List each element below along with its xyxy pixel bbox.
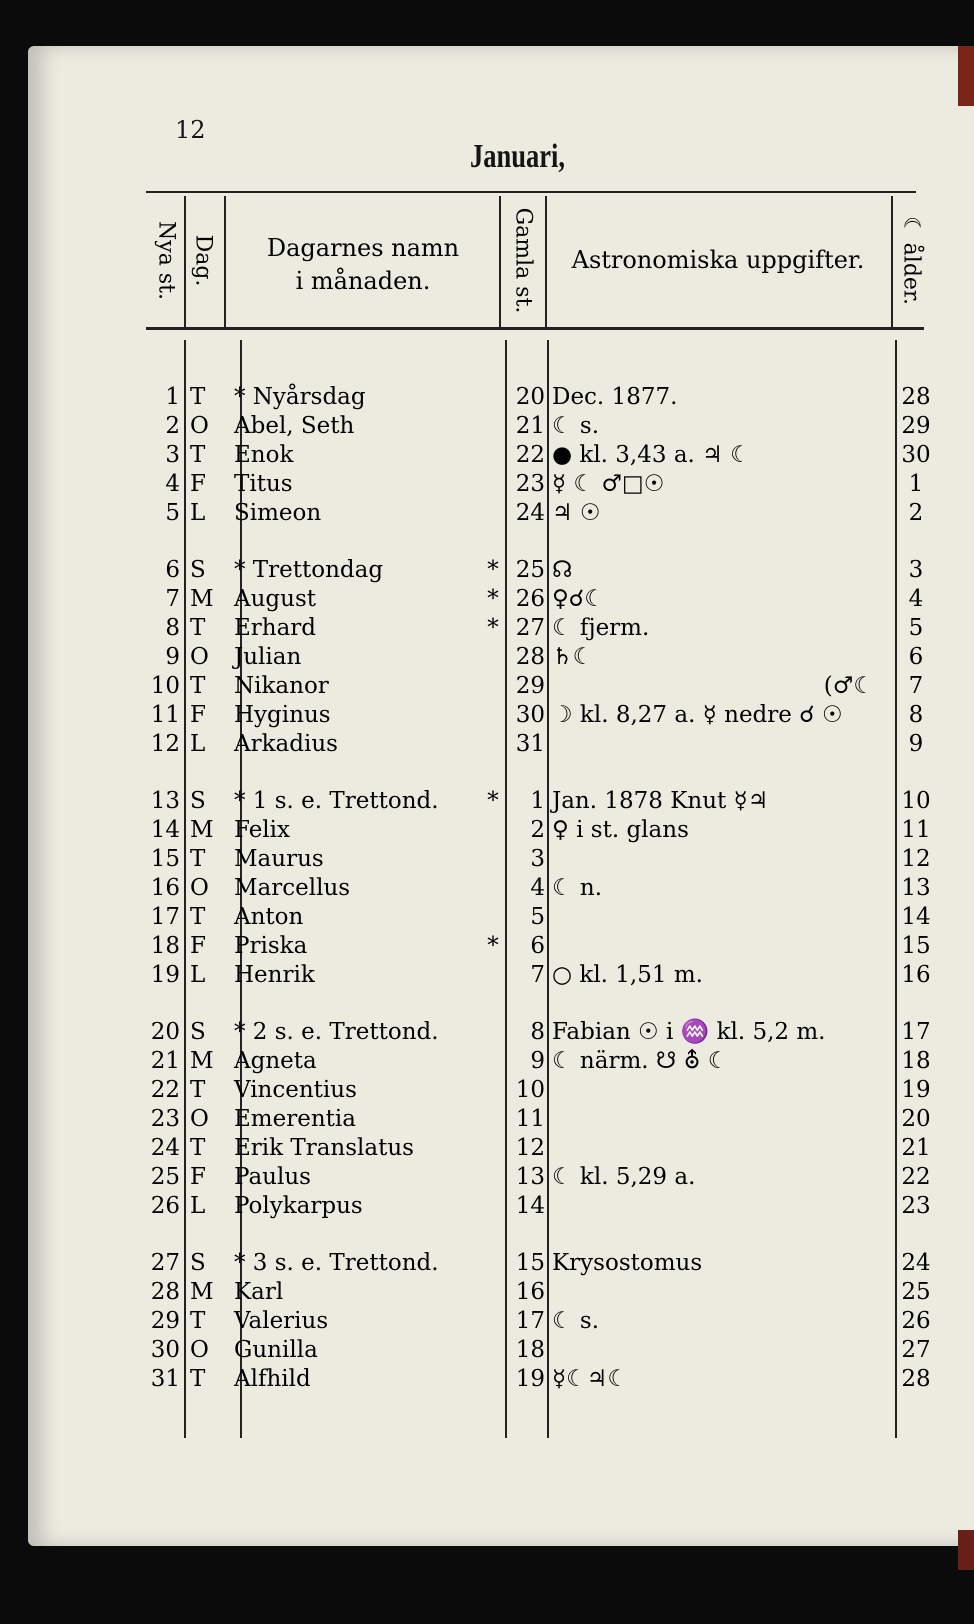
moon-age: 12 (901, 846, 931, 872)
weekday: S (190, 788, 206, 814)
astro-note: ☿ ☾ ♂□☉ (552, 471, 665, 497)
weekday: T (190, 1308, 206, 1334)
day-number: 16 (150, 875, 180, 901)
day-name: Titus (234, 471, 293, 497)
old-style-date: 13 (515, 1164, 545, 1190)
moon-age: 20 (901, 1106, 931, 1132)
weekday: O (190, 644, 209, 670)
old-style-date: 25 (515, 557, 545, 583)
old-star (484, 643, 502, 672)
old-star (484, 1163, 502, 1192)
weekday: T (190, 673, 206, 699)
day-number: 2 (165, 413, 180, 439)
old-style-date: 2 (530, 817, 545, 843)
weekday: M (190, 817, 214, 843)
old-star (484, 1249, 502, 1278)
astro-note: ☾ kl. 5,29 a. (552, 1164, 696, 1190)
day-name: Maurus (234, 846, 324, 872)
day-number: 9 (165, 644, 180, 670)
old-style-date: 15 (515, 1250, 545, 1276)
moon-age: 10 (901, 788, 931, 814)
weekday: F (190, 702, 206, 728)
old-star (484, 1018, 502, 1047)
moon-age: 3 (908, 557, 924, 583)
moon-age: 24 (901, 1250, 931, 1276)
weekday: F (190, 1164, 206, 1190)
day-number: 13 (150, 788, 180, 814)
moon-age: 21 (901, 1135, 931, 1161)
astro-note: ☾ s. (552, 413, 600, 439)
old-style-date: 29 (515, 673, 545, 699)
moon-age: 1 (908, 471, 924, 497)
day-name: Marcellus (234, 875, 351, 901)
weekday: F (190, 933, 206, 959)
old-star (484, 1365, 502, 1394)
day-number: 24 (150, 1135, 180, 1161)
day-number: 18 (150, 933, 180, 959)
weekday: M (190, 1048, 214, 1074)
day-name: Enok (234, 442, 294, 468)
astro-note: ○ kl. 1,51 m. (552, 962, 703, 988)
moon-age: 15 (901, 933, 931, 959)
weekday: T (190, 1077, 206, 1103)
day-number: 11 (150, 702, 180, 728)
moon-age: 16 (901, 962, 931, 988)
old-star (484, 441, 502, 470)
moon-age: 22 (901, 1164, 931, 1190)
weekday: M (190, 1279, 214, 1305)
day-number: 27 (150, 1250, 180, 1276)
old-style-date: 11 (515, 1106, 545, 1132)
weekday: T (190, 1366, 206, 1392)
day-number: 12 (150, 731, 180, 757)
header-names-line2: i månaden. (295, 267, 431, 295)
old-style-date: 7 (530, 962, 545, 988)
weekday: S (190, 1250, 206, 1276)
day-number: 25 (150, 1164, 180, 1190)
astro-note: ♄☾ (552, 644, 594, 670)
old-style-date: 27 (515, 615, 545, 641)
old-style-date: 18 (515, 1337, 545, 1363)
day-number: 29 (150, 1308, 180, 1334)
moon-age: 14 (901, 904, 931, 930)
old-star: * (487, 615, 499, 641)
day-number: 6 (165, 557, 180, 583)
astro-note: ♃ ☉ (552, 500, 601, 526)
header-weekday: Dag. (190, 234, 216, 287)
old-star (484, 1076, 502, 1105)
astro-note (552, 845, 892, 874)
day-number: 31 (150, 1366, 180, 1392)
old-star (484, 1336, 502, 1365)
moon-age: 2 (908, 500, 924, 526)
old-style-date: 16 (515, 1279, 545, 1305)
weekday: T (190, 615, 206, 641)
day-name: * 1 s. e. Trettond. (234, 788, 439, 814)
day-number: 1 (165, 384, 180, 410)
moon-age: 7 (908, 673, 924, 699)
day-name: * 2 s. e. Trettond. (234, 1019, 439, 1045)
day-number: 22 (150, 1077, 180, 1103)
moon-age: 18 (901, 1048, 931, 1074)
weekday: S (190, 557, 206, 583)
astro-note: Fabian ☉ i ♒ kl. 5,2 m. (552, 1019, 826, 1045)
moon-age: 28 (901, 384, 931, 410)
day-name: Henrik (234, 962, 315, 988)
old-star (484, 1192, 502, 1221)
old-style-date: 10 (515, 1077, 545, 1103)
moon-age: 19 (901, 1077, 931, 1103)
old-style-date: 31 (515, 731, 545, 757)
astro-note: (♂☾ (823, 673, 874, 699)
astro-note (552, 1105, 892, 1134)
day-name: August (234, 586, 317, 612)
day-name: Alfhild (234, 1366, 311, 1392)
old-star (484, 1105, 502, 1134)
old-star: * (487, 586, 499, 612)
day-name: Anton (234, 904, 304, 930)
moon-age: 11 (901, 817, 931, 843)
weekday: T (190, 904, 206, 930)
old-style-date: 14 (515, 1193, 545, 1219)
header-names-line1: Dagarnes namn (266, 234, 460, 262)
month-title: Januari, (470, 138, 566, 175)
weekday: T (190, 442, 206, 468)
old-star (484, 816, 502, 845)
astro-note (552, 903, 892, 932)
old-star (484, 1278, 502, 1307)
old-style-date: 9 (530, 1048, 545, 1074)
day-name: Abel, Seth (234, 413, 355, 439)
day-number: 19 (150, 962, 180, 988)
day-name: Emerentia (234, 1106, 356, 1132)
header-astronomy: Astronomiska uppgifter. (571, 246, 865, 274)
weekday: T (190, 1135, 206, 1161)
astro-note: ☾ fjerm. (552, 615, 650, 641)
old-star (484, 903, 502, 932)
day-name: Agneta (234, 1048, 317, 1074)
weekday: T (190, 384, 206, 410)
weekday: O (190, 413, 209, 439)
day-name: * 3 s. e. Trettond. (234, 1250, 439, 1276)
old-star (484, 1307, 502, 1336)
astro-note (552, 1134, 892, 1163)
old-star: * (487, 933, 499, 959)
day-name: Vincentius (234, 1077, 357, 1103)
old-style-date: 17 (515, 1308, 545, 1334)
day-number: 15 (150, 846, 180, 872)
old-star: * (487, 788, 499, 814)
astro-note (552, 1336, 892, 1365)
old-star (484, 845, 502, 874)
header-old-style: Gamla st. (510, 207, 536, 314)
day-number: 23 (150, 1106, 180, 1132)
astro-note (552, 1192, 892, 1221)
day-name: Felix (234, 817, 290, 843)
moon-age: 25 (901, 1279, 931, 1305)
weekday: O (190, 1337, 209, 1363)
day-number: 7 (165, 586, 180, 612)
day-name: Arkadius (234, 731, 338, 757)
astro-note: ☾ s. (552, 1308, 600, 1334)
header-divider-4 (545, 196, 547, 328)
day-name: Gunilla (234, 1337, 318, 1363)
day-name: Valerius (234, 1308, 329, 1334)
day-number: 26 (150, 1193, 180, 1219)
astro-note: Dec. 1877. (552, 384, 678, 410)
old-star (484, 874, 502, 903)
moon-age: 30 (901, 442, 931, 468)
day-name: Nikanor (234, 673, 329, 699)
old-style-date: 28 (515, 644, 545, 670)
header-new-style: Nya st. (153, 221, 179, 300)
weekday: L (190, 1193, 206, 1219)
old-star (484, 672, 502, 701)
weekday: M (190, 586, 214, 612)
weekday: L (190, 731, 206, 757)
day-name: Julian (234, 644, 302, 670)
day-number: 3 (165, 442, 180, 468)
old-style-date: 30 (515, 702, 545, 728)
old-style-date: 3 (530, 846, 545, 872)
day-name: Polykarpus (234, 1193, 363, 1219)
moon-age: 6 (908, 644, 924, 670)
old-star (484, 1134, 502, 1163)
body-divider-4 (547, 340, 549, 1438)
day-name: * Trettondag (234, 557, 384, 583)
moon-age: 28 (901, 1366, 931, 1392)
day-number: 8 (165, 615, 180, 641)
astro-note (552, 932, 892, 961)
old-star (484, 961, 502, 990)
day-name: * Nyårsdag (234, 384, 366, 410)
weekday: L (190, 500, 206, 526)
day-name: Erik Translatus (234, 1135, 414, 1161)
old-star: * (487, 557, 499, 583)
astro-note: ☿☾♃☾ (552, 1366, 628, 1392)
astro-note: Krysostomus (552, 1250, 703, 1276)
astro-note: ☾ närm. ☋ ⛢ ☾ (552, 1048, 729, 1074)
header-divider-5 (891, 196, 893, 328)
astro-note (552, 1076, 892, 1105)
book-edge (958, 46, 974, 106)
old-style-date: 19 (515, 1366, 545, 1392)
page-number: 12 (175, 116, 206, 144)
day-number: 30 (150, 1337, 180, 1363)
moon-age: 26 (901, 1308, 931, 1334)
old-style-date: 26 (515, 586, 545, 612)
book-edge-bottom (958, 1530, 974, 1570)
day-name: Simeon (234, 500, 322, 526)
day-name: Hyginus (234, 702, 331, 728)
old-style-date: 8 (530, 1019, 545, 1045)
day-name: Karl (234, 1279, 284, 1305)
old-star (484, 701, 502, 730)
old-style-date: 12 (515, 1135, 545, 1161)
moon-age: 13 (901, 875, 931, 901)
day-number: 28 (150, 1279, 180, 1305)
weekday: L (190, 962, 206, 988)
astro-note: ♀☌☾ (552, 586, 605, 612)
astro-note (552, 1278, 892, 1307)
astro-note: ☊ (552, 557, 573, 583)
astro-note: ♀ i st. glans (552, 817, 689, 843)
moon-age: 5 (908, 615, 924, 641)
day-number: 20 (150, 1019, 180, 1045)
day-number: 5 (165, 500, 180, 526)
old-style-date: 1 (530, 788, 545, 814)
old-star (484, 730, 502, 759)
header-divider-1 (184, 196, 186, 328)
day-number: 10 (150, 673, 180, 699)
old-style-date: 21 (515, 413, 545, 439)
old-star (484, 499, 502, 528)
moon-age: 27 (901, 1337, 931, 1363)
old-style-date: 20 (515, 384, 545, 410)
weekday: O (190, 1106, 209, 1132)
day-name: Erhard (234, 615, 317, 641)
astro-note: Jan. 1878 Knut ☿♃ (552, 788, 769, 814)
astro-note: ● kl. 3,43 a. ♃ ☾ (552, 442, 751, 468)
day-number: 14 (150, 817, 180, 843)
old-style-date: 6 (530, 933, 545, 959)
moon-age: 8 (908, 702, 924, 728)
astro-note: ☾ n. (552, 875, 603, 901)
weekday: F (190, 471, 206, 497)
day-name: Paulus (234, 1164, 311, 1190)
weekday: O (190, 875, 209, 901)
old-star (484, 383, 502, 412)
day-number: 4 (165, 471, 180, 497)
moon-age: 23 (901, 1193, 931, 1219)
old-star (484, 412, 502, 441)
moon-age: 9 (908, 731, 924, 757)
weekday: S (190, 1019, 206, 1045)
old-style-date: 22 (515, 442, 545, 468)
moon-age: 29 (901, 413, 931, 439)
moon-age: 4 (908, 586, 924, 612)
header-divider-2 (224, 196, 226, 328)
astro-note (552, 730, 892, 759)
old-style-date: 23 (515, 471, 545, 497)
old-style-date: 5 (530, 904, 545, 930)
body-divider-1 (184, 340, 186, 1438)
header-divider-3 (499, 196, 501, 328)
old-star (484, 1047, 502, 1076)
old-style-date: 4 (530, 875, 545, 901)
day-number: 21 (150, 1048, 180, 1074)
weekday: T (190, 846, 206, 872)
old-style-date: 24 (515, 500, 545, 526)
day-name: Priska (234, 933, 308, 959)
old-star (484, 470, 502, 499)
header-moon-age: ☾ ålder. (898, 215, 924, 306)
header-top-rule (146, 191, 916, 193)
day-number: 17 (150, 904, 180, 930)
header-bottom-rule (146, 327, 924, 330)
astro-note: ☽ kl. 8,27 a. ☿ nedre ☌ ☉ (552, 702, 843, 728)
moon-age: 17 (901, 1019, 931, 1045)
